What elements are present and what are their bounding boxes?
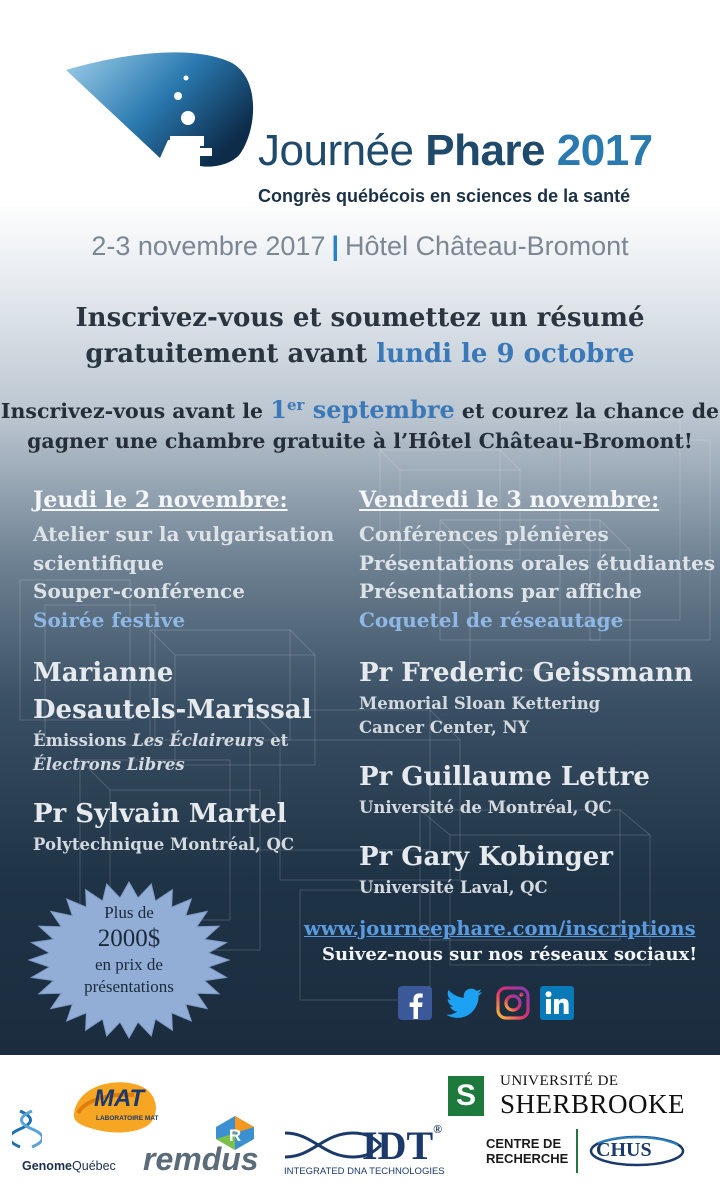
speaker-card — [359, 759, 650, 820]
speaker-affiliation: Polytechnique Montréal, QC — [33, 835, 295, 854]
twitter-icon[interactable] — [446, 986, 484, 1020]
speaker-affiliation: Cancer Center, NY — [359, 718, 530, 737]
sponsors-bar — [0, 1055, 720, 1186]
speaker-name: Marianne — [33, 658, 174, 688]
follow-us-text: Suivez-nous sur nos réseaux sociaux! — [322, 944, 698, 965]
speaker-card — [33, 796, 294, 857]
idt-caption: INTEGRATED DNA TECHNOLOGIES — [284, 1166, 445, 1177]
journee-phare-logo-mark — [60, 48, 260, 178]
day2-heading: Vendredi le 3 novembre: — [359, 487, 660, 513]
udes-logo-line2: SHERBROOKE — [500, 1089, 686, 1119]
facebook-icon[interactable] — [398, 986, 432, 1020]
speaker-name: Pr Frederic Geissmann — [359, 658, 693, 688]
svg-text:R: R — [228, 1126, 242, 1145]
schedule-item: Conférences plénières — [359, 522, 609, 546]
schedule-item: Souper-conférence — [33, 579, 245, 603]
speaker-affiliation: Université Laval, QC — [359, 878, 548, 897]
day1-heading: Jeudi le 2 novembre: — [33, 487, 288, 513]
schedule-item: Soirée festive — [33, 607, 186, 632]
remdus-logo: remdus — [143, 1141, 259, 1177]
day1-schedule — [33, 486, 334, 634]
day2-schedule — [359, 486, 715, 634]
schedule-item: Présentations par affiche — [359, 579, 642, 603]
laboratoire-mat-logo: MAT — [94, 1085, 145, 1112]
speaker-card — [359, 839, 613, 900]
speaker-affiliation: Université de Montréal, QC — [359, 798, 612, 817]
speaker-name: Desautels-Marissal — [33, 695, 312, 725]
instagram-icon[interactable] — [496, 986, 530, 1020]
udes-logo-line1: UNIVERSITÉ DE — [500, 1073, 619, 1089]
speaker-name: Pr Guillaume Lettre — [359, 762, 650, 792]
linkedin-icon[interactable] — [540, 986, 574, 1020]
speaker-card — [359, 655, 693, 740]
schedule-item: scientifique — [33, 550, 164, 575]
speaker-name: Pr Gary Kobinger — [359, 842, 613, 872]
speaker-name: Pr Sylvain Martel — [33, 799, 287, 829]
genome-quebec-helix-icon — [12, 1109, 42, 1153]
idt-logo: IDT® — [362, 1122, 443, 1168]
speaker-affiliation: Émissions Les Éclaireurs et — [33, 731, 289, 750]
laboratoire-mat-caption: LABORATOIRE MAT — [96, 1115, 159, 1122]
schedule-item: Atelier sur la vulgarisation — [33, 522, 335, 546]
udes-s-icon: S — [448, 1076, 484, 1116]
sponsor-divider — [576, 1129, 578, 1173]
chus-logo: CHUS — [596, 1139, 652, 1161]
centre-recherche-label: CENTRE DE RECHERCHE — [486, 1136, 569, 1166]
speaker-card — [33, 655, 312, 777]
registration-link[interactable]: www.journeephare.com/inscriptions — [304, 917, 696, 940]
speaker-affiliation: Memorial Sloan Kettering — [359, 694, 601, 713]
schedule-item: Coquetel de réseautage — [359, 607, 624, 632]
genome-quebec-logo: GenomeQuébec — [22, 1159, 116, 1173]
event-title: Journée Phare 2017 — [258, 126, 653, 175]
event-subtitle: Congrès québécois en sciences de la santé — [258, 186, 631, 206]
registration-headline: Inscrivez-vous et soumettez un résumé gratuitement avant lundi le 9 octobre — [75, 303, 645, 369]
speaker-affiliation: Électrons Libres — [33, 755, 185, 774]
schedule-item: Présentations orales étudiantes — [359, 550, 716, 575]
prize-text: Plus de 2000$ en prix de présentations — [84, 903, 174, 996]
early-registration-promo: Inscrivez-vous avant le 1er septembre et courez la chance de gagner une chambre gratuite à l’Hôtel Château-Bromont! — [0, 394, 720, 453]
date-venue-line: 2-3 novembre 2017 | Hôtel Château-Bromont — [91, 231, 629, 261]
